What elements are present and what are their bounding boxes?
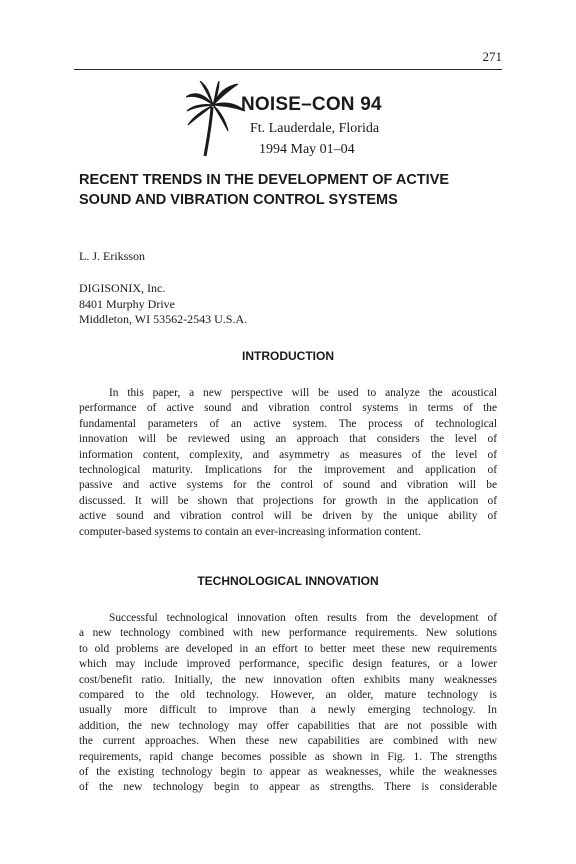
technological-innovation-paragraph — [79, 611, 497, 796]
paragraph-line: cost/benefit ratio. Initially, the new innovation often exhibits many weaknesses — [79, 673, 497, 686]
paragraph-line: a new technology combined with new performance requirements. New solutions — [79, 627, 497, 640]
paragraph-line: usually more difficult to improve than a newly emerging technology. In — [79, 704, 497, 717]
author-affiliation — [79, 281, 247, 328]
paragraph-line: requirements, rapid change becomes possible as shown in Fig. 1. The strengths — [79, 750, 497, 763]
paragraph-line: Successful technological innovation often results from the development of — [109, 612, 497, 624]
paragraph-line: information content, complexity, and asymmetry as measures of the level of — [79, 448, 497, 461]
paragraph-line: passive and active systems for the control of sound and vibration will be — [79, 479, 497, 492]
paragraph-line: to old problems are developed in an effort to better meet these new requirements — [79, 642, 497, 655]
header-rule — [74, 69, 502, 70]
paragraph-line: In this paper, a new perspective will be used to analyze the acoustical — [109, 387, 497, 399]
affiliation-line: DIGISONIX, Inc. — [79, 281, 166, 295]
conference-dates: 1994 May 01–04 — [259, 142, 355, 157]
conference-location: Ft. Lauderdale, Florida — [250, 121, 380, 136]
paragraph-line: the current approaches. When these new capabilities are combined with new — [79, 735, 497, 748]
author-name: L. J. Eriksson — [79, 249, 145, 263]
paragraph-line: of the existing technology begin to appear as weaknesses, while the weaknesses — [79, 766, 497, 779]
affiliation-line: 8401 Murphy Drive — [79, 296, 175, 311]
paragraph-line: computer-based systems to contain an ever-increasing information content. — [79, 525, 421, 538]
paragraph-line: active sound and vibration control will be driven by the unique ability of — [79, 510, 497, 523]
paragraph-line: technological maturity. Implications for the improvement and application of — [79, 464, 497, 477]
paper-title-line: RECENT TRENDS IN THE DEVELOPMENT OF ACTIVE — [79, 172, 450, 188]
conference-name: NOISE–CON 94 — [241, 94, 382, 115]
paragraph-line: compared to the old technology. However, an older, mature technology is — [79, 689, 497, 702]
paragraph-line: of the new technology begin to appear as strengths. There is considerable — [79, 781, 497, 794]
paragraph-line: performance of active sound and vibration control systems in terms of the — [79, 402, 497, 415]
paragraph-line: which may include improved performance, specific design features, or a lower — [79, 658, 497, 671]
paper-title-line: SOUND AND VIBRATION CONTROL SYSTEMS — [79, 192, 398, 208]
section-heading-introduction: INTRODUCTION — [242, 349, 334, 363]
paragraph-line: innovation will be reviewed using an approach that considers the level of — [79, 433, 497, 446]
section-heading-technological-innovation: TECHNOLOGICAL INNOVATION — [197, 574, 379, 588]
paragraph-line: discussed. It will be shown that projections for growth in the application of — [79, 494, 497, 507]
palm-tree-icon — [186, 81, 246, 157]
introduction-paragraph — [79, 386, 497, 540]
page-number: 271 — [482, 49, 502, 64]
paragraph-line: fundamental parameters of an active system. The process of technological — [79, 417, 497, 430]
paper-title — [79, 170, 509, 210]
paragraph-line: addition, the new technology may offer capabilities that are not possible with — [79, 719, 497, 732]
affiliation-line: Middleton, WI 53562-2543 U.S.A. — [79, 312, 248, 326]
